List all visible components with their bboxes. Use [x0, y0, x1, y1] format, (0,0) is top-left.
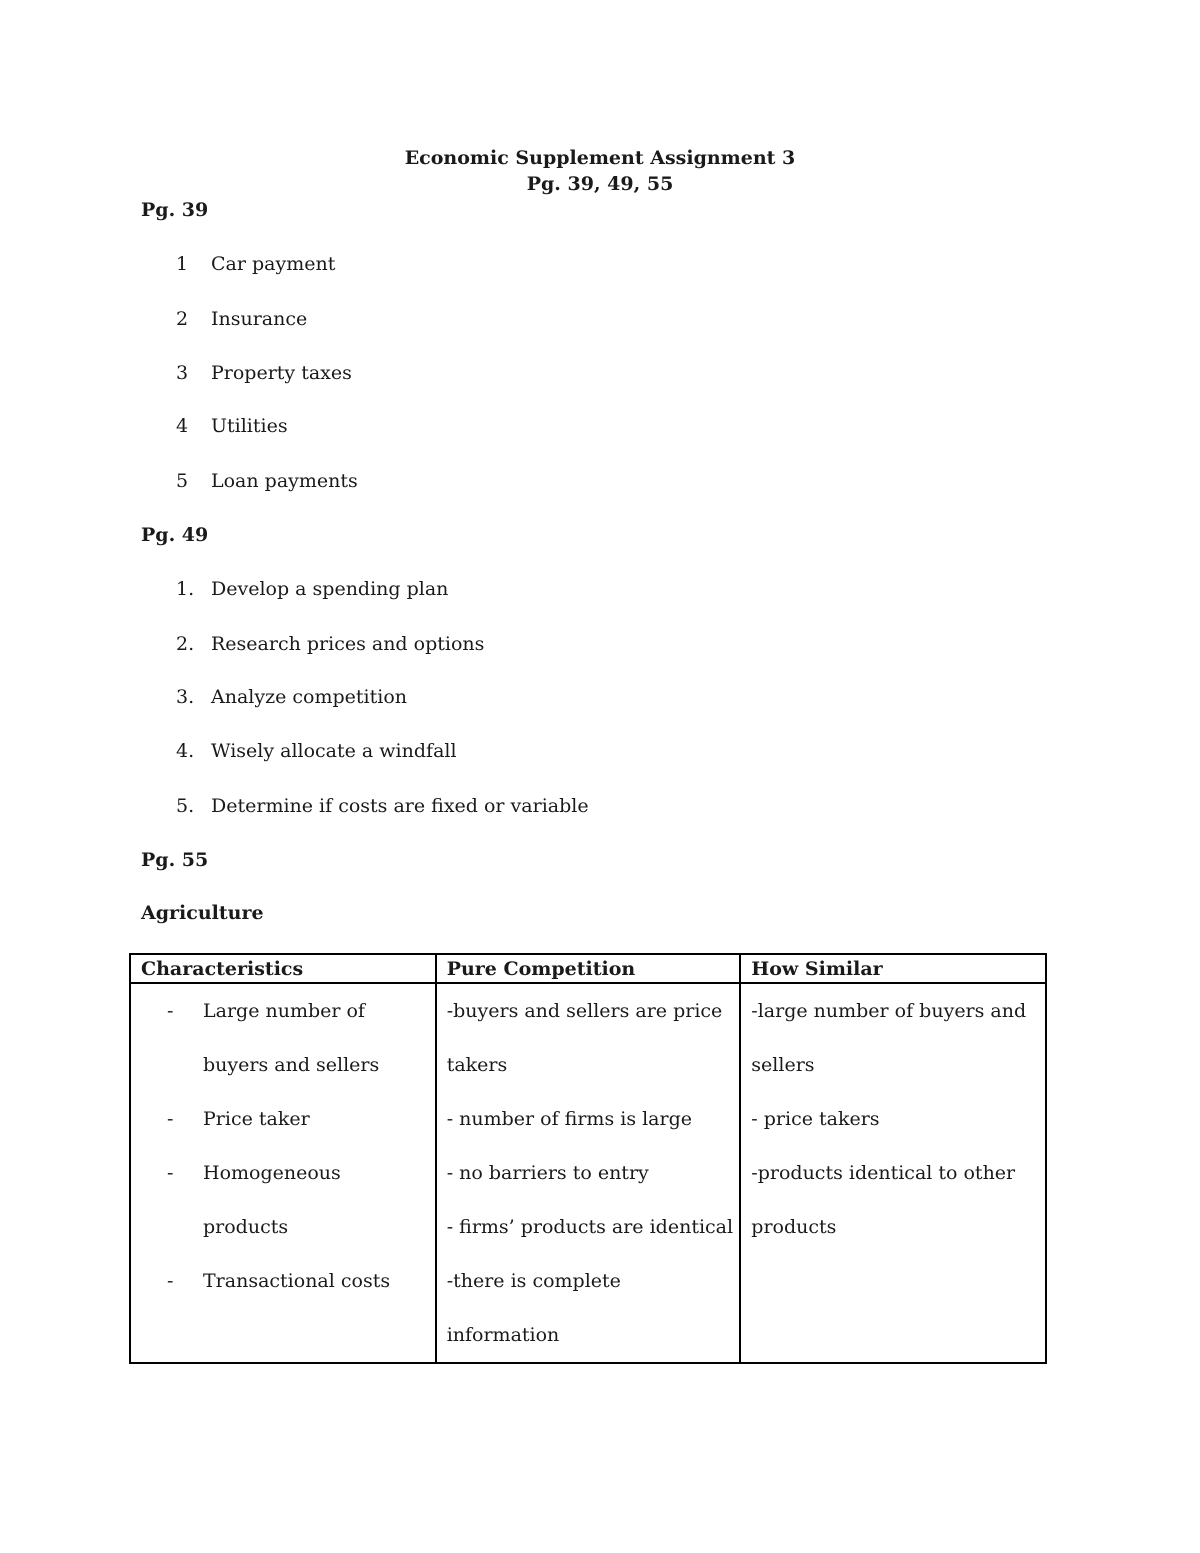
- list-number: 3: [176, 362, 189, 384]
- list-text: Wisely allocate a windfall: [211, 740, 457, 762]
- list-number: 4.: [176, 740, 195, 762]
- list-text: Property taxes: [211, 362, 352, 384]
- list-item: [176, 360, 352, 386]
- characteristic-line: [131, 1092, 425, 1146]
- pure-competition-line: - number of firms is large: [446, 1108, 692, 1130]
- table-header-row: [130, 954, 1046, 983]
- characteristic-line: [131, 1038, 425, 1092]
- list-number: 4: [176, 415, 189, 437]
- comparison-table: [129, 953, 1047, 1364]
- heading-pg-39: Pg. 39: [141, 199, 209, 221]
- table-row: [130, 983, 1046, 1363]
- list-number: 1: [176, 253, 189, 275]
- list-number: 2: [176, 308, 189, 330]
- pure-competition-line: -there is complete: [446, 1270, 621, 1292]
- cell-characteristics: [130, 983, 436, 1363]
- how-similar-line: sellers: [751, 1054, 815, 1076]
- document-subtitle: Pg. 39, 49, 55: [526, 173, 674, 195]
- characteristic-line: [131, 1146, 425, 1200]
- pure-competition-line: - no barriers to entry: [446, 1162, 649, 1184]
- pure-competition-line: -buyers and sellers are price: [446, 1000, 723, 1022]
- pure-competition-line: information: [446, 1324, 560, 1346]
- list-item: [176, 738, 457, 764]
- characteristic-text: Homogeneous: [203, 1162, 341, 1184]
- characteristic-text: buyers and sellers: [203, 1054, 380, 1076]
- pure-competition-line: - firms’ products are identical: [446, 1216, 734, 1238]
- dash-bullet: -: [167, 1000, 174, 1022]
- header-how-similar: How Similar: [740, 954, 1046, 983]
- characteristic-text: Price taker: [203, 1108, 310, 1130]
- heading-pg-55: Pg. 55: [141, 849, 209, 871]
- characteristic-text: products: [203, 1216, 289, 1238]
- list-number: 5: [176, 470, 189, 492]
- pure-competition-line: takers: [446, 1054, 508, 1076]
- how-similar-line: products: [751, 1216, 837, 1238]
- list-item: [176, 413, 288, 439]
- list-text: Determine if costs are fixed or variable: [211, 795, 589, 817]
- list-number: 3.: [176, 686, 195, 708]
- how-similar-line: -large number of buyers and: [751, 1000, 1027, 1022]
- characteristic-line: [131, 1200, 425, 1254]
- list-number: 1.: [176, 578, 195, 600]
- list-item: [176, 793, 589, 819]
- list-number: 2.: [176, 633, 195, 655]
- header-characteristics: Characteristics: [130, 954, 436, 983]
- characteristic-line: [131, 1254, 425, 1308]
- dash-bullet: -: [167, 1108, 174, 1130]
- list-item: [176, 684, 407, 710]
- list-item: [176, 631, 484, 657]
- characteristic-text: Large number of: [203, 1000, 365, 1022]
- dash-bullet: -: [167, 1162, 174, 1184]
- list-text: Analyze competition: [211, 686, 407, 708]
- list-item: [176, 251, 335, 277]
- subheading-agriculture: Agriculture: [141, 902, 264, 924]
- cell-how-similar: [740, 983, 1046, 1363]
- list-text: Car payment: [211, 253, 336, 275]
- characteristic-line: [131, 984, 425, 1038]
- list-item: [176, 306, 307, 332]
- list-item: [176, 576, 448, 602]
- cell-pure-competition: [436, 983, 741, 1363]
- list-text: Develop a spending plan: [211, 578, 449, 600]
- how-similar-line: - price takers: [751, 1108, 880, 1130]
- list-text: Loan payments: [211, 470, 358, 492]
- heading-pg-49: Pg. 49: [141, 524, 209, 546]
- list-text: Utilities: [211, 415, 288, 437]
- header-pure-competition: Pure Competition: [436, 954, 741, 983]
- dash-bullet: -: [167, 1270, 174, 1292]
- characteristic-text: Transactional costs: [203, 1270, 391, 1292]
- list-text: Research prices and options: [211, 633, 485, 655]
- how-similar-line: -products identical to other: [751, 1162, 1016, 1184]
- document-title: Economic Supplement Assignment 3: [404, 147, 796, 169]
- list-number: 5.: [176, 795, 195, 817]
- list-text: Insurance: [211, 308, 308, 330]
- list-item: [176, 468, 358, 494]
